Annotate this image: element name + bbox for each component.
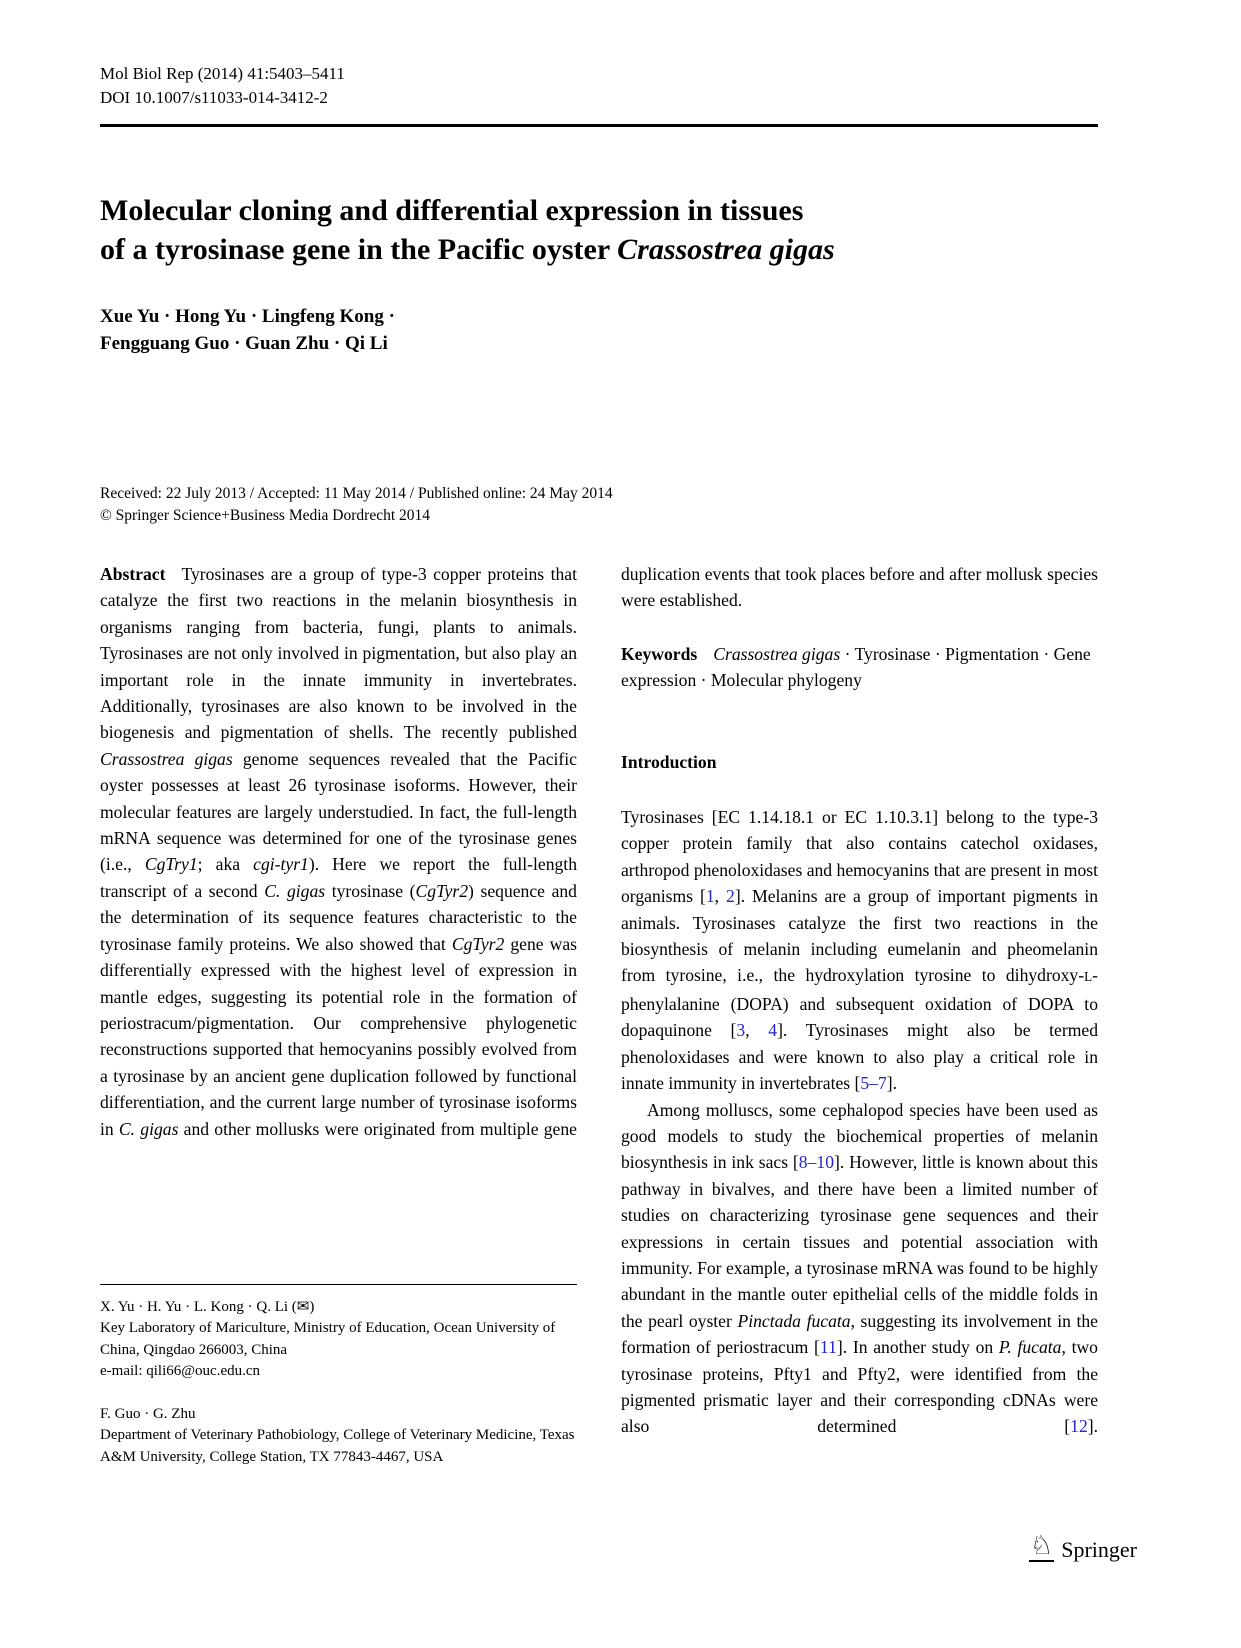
affiliation-1-address: Key Laboratory of Mariculture, Ministry of Education, Ocean University of China, Qingdao 266003, China	[100, 1320, 556, 1358]
two-column-body	[100, 561, 1098, 1468]
journal-ref: Mol Biol Rep (2014) 41:5403–5411	[100, 64, 345, 83]
affiliation-1-email: e-mail: qili66@ouc.edu.cn	[100, 1363, 261, 1379]
italic-term: Crassostrea gigas	[713, 643, 841, 664]
italic-term: C. gigas	[264, 880, 326, 901]
doi: DOI 10.1007/s11033-014-3412-2	[100, 88, 328, 107]
abstract-paragraph	[100, 561, 577, 1142]
italic-term: Crassostrea gigas	[100, 748, 233, 769]
received-dates: Received: 22 July 2013 / Accepted: 11 May 2014 / Published online: 24 May 2014	[100, 485, 613, 502]
authors-line-1: Xue Yu · Hong Yu · Lingfeng Kong ·	[100, 306, 395, 327]
copyright-line: © Springer Science+Business Media Dordrecht 2014	[100, 507, 431, 524]
affiliation-2	[100, 1404, 577, 1469]
springer-label: Springer	[1061, 1536, 1137, 1562]
citation-ref[interactable]: 1	[705, 886, 715, 907]
italic-term: C. gigas	[118, 1118, 179, 1139]
authors-line-2: Fengguang Guo · Guan Zhu · Qi Li	[100, 333, 388, 354]
intro-paragraph-1: Tyrosinases [EC 1.14.18.1 or EC 1.10.3.1] belong to the type-3 copper protein family that also contains catechol oxidases, arthropod phenoloxidases and hemocyanins that are present in most organisms [1, 2]. Melanins are a group of important pigments in animals. Tyrosinases catalyze the first two reactions in the biosynthesis of melanin including eumelanin and pheomelanin from tyrosine, i.e., the hydroxylation tyrosine to dihydroxy-L-phenylalanine (DOPA) and subsequent oxidation of DOPA to dopaquinone [3, 4]. Tyrosinases might also be termed phenoloxidases and were known to also play a critical role in innate immunity in invertebrates [5–7].	[621, 807, 1099, 1094]
footnote-block	[100, 1284, 577, 1469]
affiliation-1	[100, 1297, 577, 1383]
intro-paragraph-2: Among molluscs, some cephalopod species have been used as good models to study the biochemical properties of melanin biosynthesis in ink sacs [8–10]. However, little is known about this pathway in bivalves, and there have been a limited number of studies on characterizing tyrosinase gene sequences and their expressions in certain tissues and potential association with immunity. For example, a tyrosinase mRNA was found to be highly abundant in the mantle outer epithelial cells of the middle folds in the pearl oyster Pinctada fucata, suggesting its involvement in the formation of periostracum [11]. In another study on P. fucata, two tyrosinase proteins, Pfty1 and Pfty2, were identified from the pigmented prismatic layer and their corresponding cDNAs were also determined [12].	[621, 1099, 1098, 1437]
italic-term: CgTyr2	[451, 933, 505, 954]
title-line-2: of a tyrosinase gene in the Pacific oyster Crassostrea gigas	[100, 233, 835, 266]
title-line-1: Molecular cloning and differential expression in tissues	[100, 194, 804, 227]
article-meta	[100, 483, 1098, 527]
italic-term: P. fucata	[998, 1337, 1062, 1358]
italic-term: CgTyr2	[415, 880, 469, 901]
keywords-label: Keywords	[621, 643, 698, 664]
citation-ref[interactable]: 2	[726, 886, 735, 907]
citation-ref[interactable]: 5–7	[860, 1073, 887, 1094]
italic-term: cgi-tyr1	[253, 854, 309, 875]
citation-ref[interactable]: 4	[768, 1020, 778, 1041]
affiliation-2-authors: F. Guo · G. Zhu	[100, 1405, 196, 1422]
italic-term: Pinctada fucata	[737, 1310, 851, 1331]
header-rule	[100, 124, 1098, 127]
introduction-heading: Introduction	[621, 751, 717, 772]
affiliation-2-address: Department of Veterinary Pathobiology, College of Veterinary Medicine, Texas A&M University, College Station, TX 77843-4467, USA	[100, 1427, 575, 1465]
italic-term: CgTry1	[144, 854, 198, 875]
envelope-icon: ✉	[296, 1298, 310, 1315]
abstract-label: Abstract	[100, 564, 166, 584]
citation-ref[interactable]: 3	[736, 1020, 746, 1041]
keywords	[621, 641, 1098, 694]
citation-ref[interactable]: 12	[1070, 1416, 1088, 1437]
abstract-continuation: duplication events that took places before and after mollusk species were established.	[621, 564, 1098, 611]
italic-term: Crassostrea gigas	[617, 233, 835, 266]
keywords-text: Crassostrea gigas · Tyrosinase · Pigmentation · Gene expression · Molecular phylogeny	[621, 643, 1091, 691]
small-caps: L	[1084, 969, 1093, 985]
springer-logo	[1029, 1533, 1137, 1562]
citation-ref[interactable]: 8–10	[798, 1152, 834, 1173]
left-column	[100, 561, 577, 1468]
right-column	[621, 561, 1098, 1468]
citation-ref[interactable]: 11	[819, 1337, 837, 1358]
authors	[100, 303, 1098, 357]
abstract-text: Tyrosinases are a group of type-3 copper proteins that catalyze the first two reactions in the melanin biosynthesis in organisms ranging from bacteria, fungi, plants to animals. Tyrosinases are not only involved in pigmentation, but also play an important role in the innate immunity in invertebrates. Additionally, tyrosinases are also known to be involved in the biogenesis and pigmentation of shells. The recently published Crassostrea gigas genome sequences revealed that the Pacific oyster possesses at least 26 tyrosinase isoforms. However, their molecular features are largely understudied. In fact, the full-length mRNA sequence was determined for one of the tyrosinase genes (i.e., CgTry1; aka cgi-tyr1). Here we report the full-length transcript of a second C. gigas tyrosinase (CgTyr2) sequence and the determination of its sequence features characteristic to the tyrosinase family proteins. We also showed that CgTyr2 gene was differentially expressed with the highest level of expression in mantle edges, suggesting its potential role in the formation of periostracum/pigmentation. Our comprehensive phylogenetic reconstructions supported that hemocyanins possibly evolved from a tyrosinase by an ancient gene duplication followed by functional differentiation, and the current large number of tyrosinase isoforms in C. gigas and other mollusks were originated from multiple gene	[100, 564, 578, 1139]
springer-knight-icon: ♘	[1029, 1531, 1054, 1560]
affiliation-1-authors: X. Yu · H. Yu · L. Kong · Q. Li (✉)	[100, 1298, 315, 1315]
journal-header	[100, 62, 1098, 110]
page-title	[100, 191, 1098, 269]
